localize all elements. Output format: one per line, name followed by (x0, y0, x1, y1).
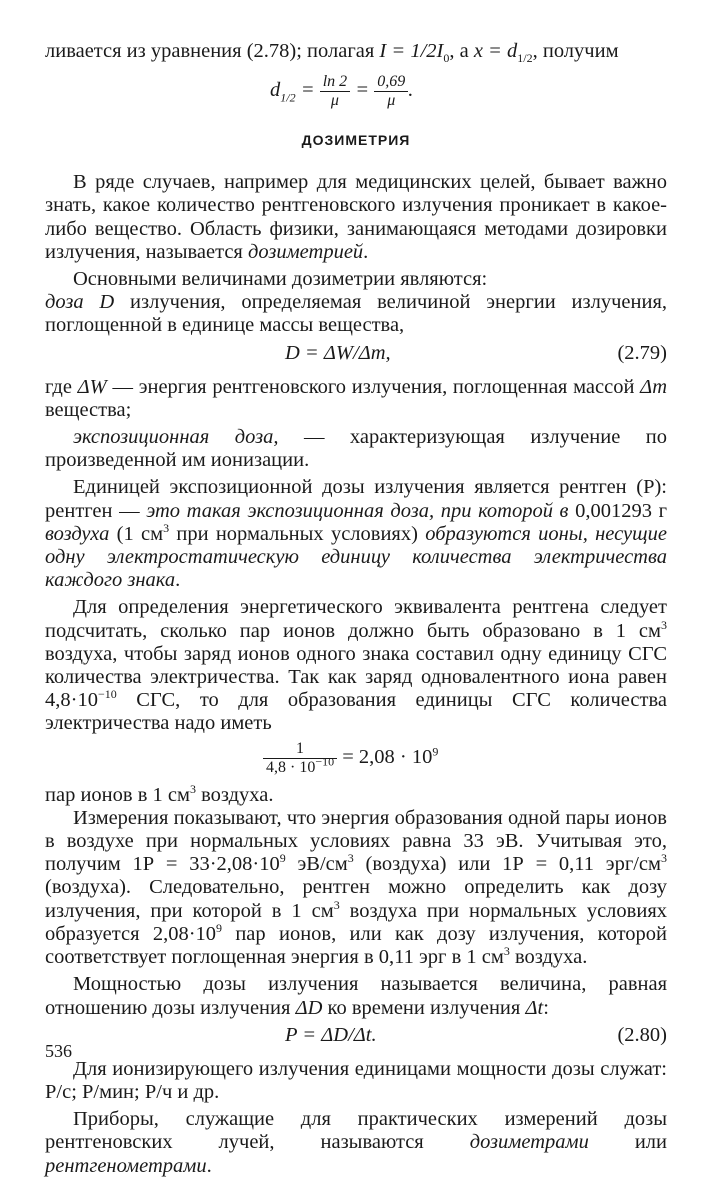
italic-term: доза D (45, 291, 115, 314)
text-run: — характеризующая излучение по произведенной им ионизации. (45, 426, 667, 472)
equation-ion-pairs (45, 740, 667, 780)
equation-2-79 (45, 342, 667, 372)
equation-2-80 (45, 1024, 667, 1054)
equation-lhs: d (270, 79, 281, 102)
text-run: , а (449, 40, 474, 62)
text-run: при нормальных условиях) (169, 522, 426, 545)
fraction-numerator: ln 2 (320, 73, 350, 92)
text-run: воздуха при нормальных условиях образуется 2,08·10 (45, 899, 667, 945)
text-run: (воздуха) или 1Р = 0,11 эрг/см (353, 853, 661, 876)
period: . (408, 79, 414, 102)
superscript: 3 (333, 897, 340, 912)
superscript: −10 (315, 754, 335, 769)
text-run: (1 см (109, 522, 164, 545)
text-run: — энергия рентгеновского излучения, поглощенная массой (106, 375, 641, 398)
superscript: 3 (189, 781, 196, 796)
italic-definition: образуются ионы, несущие одну электростатическую единицу количества электричества каждого знака (45, 522, 667, 592)
formula-inline: ΔW (77, 375, 107, 398)
fraction-denominator: μ (330, 92, 339, 110)
equation-body (263, 740, 438, 777)
text-run: воздуха. (509, 946, 588, 969)
italic-term: дозиметрами (469, 1131, 589, 1154)
fraction-denominator: μ (387, 92, 396, 110)
paragraph (45, 1108, 667, 1178)
text-run: ко времени излучения (322, 996, 526, 1019)
superscript: 9 (432, 744, 439, 759)
superscript: 3 (163, 521, 170, 536)
text-run: (воздуха). Следовательно, рентген можно определить как дозу излучения, при которой в 1 см (45, 876, 667, 922)
paragraph (45, 376, 667, 422)
fraction (320, 73, 350, 110)
paragraph (45, 807, 667, 969)
text-run: . (206, 1154, 212, 1177)
formula-inline: I = 1/2I (379, 40, 444, 62)
equals-sign: = (295, 79, 320, 102)
paragraph (45, 973, 667, 1019)
formula-inline: x = d (473, 40, 518, 62)
page-number: 536 (45, 1041, 72, 1061)
equals-sign: = (350, 79, 375, 102)
equation-body: D = ΔW/Δm, (285, 341, 391, 364)
text-run: , получим (532, 40, 619, 62)
text-run: . (175, 569, 181, 592)
superscript: 9 (216, 921, 223, 936)
text-run: где (45, 375, 78, 398)
subscript: 1/2 (280, 90, 296, 105)
text-run: : (543, 996, 549, 1019)
text-run: излучения, определяемая величиной энергии излучения, поглощенной в единице массы вещества, (45, 291, 668, 337)
equation-number: (2.79) (617, 341, 667, 364)
superscript: 3 (503, 944, 510, 959)
paragraph: Основными величинами дозиметрии являются: (73, 268, 488, 291)
formula-inline: ΔD (295, 996, 323, 1019)
formula-inline: Δm (640, 375, 667, 398)
text-run: 0,001293 г (568, 499, 667, 522)
text-run: Для определения энергетического эквивалента рентгена следует подсчитать, сколько пар ионов должно быть образовано в 1 см (45, 596, 667, 642)
equation-number: (2.80) (617, 1023, 667, 1046)
paragraph (45, 476, 667, 592)
equation-body: P = ΔD/Δt. (285, 1023, 377, 1046)
paragraph (45, 171, 667, 264)
italic-term: экспозиционная доза, (73, 426, 279, 449)
text-run: Измерения показывают, что энергия образования одной пары ионов в воздухе при нормальных условиях равна 33 эВ. Учитывая это, получим 1Р = 33·2,08·10 (45, 806, 667, 876)
paragraph: Для ионизирующего излучения единицами мощности дозы служат: Р/с; Р/мин; Р/ч и др. (45, 1057, 667, 1103)
superscript: −10 (97, 687, 117, 702)
text-run: Единицей экспозиционной дозы излучения является рентген (Р): рентген — (45, 476, 667, 522)
text-run: СГС, то для образования единицы СГС количества электричества надо иметь (45, 689, 667, 735)
text-run: пар ионов, или как дозу излучения, которой соответствует поглощенная энергия в 0,11 эрг в 1 см (45, 922, 667, 969)
text-run: . (363, 240, 369, 263)
italic-definition: воздуха (45, 522, 110, 545)
text-run: Приборы, служащие для практических измерений дозы рентгеновских лучей, называются (45, 1108, 667, 1154)
page-body (45, 40, 667, 1178)
fraction-denominator (263, 754, 337, 777)
text-run: или (588, 1131, 667, 1154)
text-run: вещества; (45, 398, 132, 421)
paragraph (45, 781, 667, 807)
fraction (374, 73, 408, 110)
text-run: воздуха. (195, 783, 274, 806)
italic-term: дозиметрией (248, 240, 364, 263)
superscript: 3 (661, 617, 667, 632)
text-run: ливается из уравнения (2.78); полагая (45, 40, 380, 62)
section-heading: ДОЗИМЕТРИЯ (301, 132, 411, 149)
fraction (263, 740, 337, 777)
superscript: 9 (279, 851, 286, 866)
formula-inline: Δt (525, 996, 544, 1019)
text-run: эВ/см (285, 853, 348, 876)
paragraph (45, 291, 667, 337)
continuation-line (45, 40, 667, 66)
paragraph (45, 426, 667, 472)
superscript: 3 (347, 851, 354, 866)
paragraph (45, 596, 667, 735)
subscript: 0 (443, 51, 450, 66)
text-run: В ряде случаев, например для медицинских целей, бывает важно знать, какое количество рентгеновского излучения проникает в какое-либо вещество. Область физики, занимающаяся методами дозировки излучения, называется (45, 171, 667, 263)
equation-half-thickness (45, 69, 667, 113)
fraction-numerator: 0,69 (374, 73, 408, 92)
superscript: 3 (661, 851, 667, 866)
equation-body (270, 73, 413, 110)
text-run: Мощностью дозы излучения называется величина, равная отношению дозы излучения (45, 973, 667, 1019)
equation-rhs: = 2,08 · 10 (337, 745, 433, 768)
text-run: воздуха, чтобы заряд ионов одного знака составил одну единицу СГС количества электричества. Так как заряд одновалентного иона равен 4,8·10 (45, 642, 667, 712)
text-run: пар ионов в 1 см (45, 783, 190, 806)
subscript: 1/2 (517, 51, 533, 66)
fraction-numerator: 1 (263, 740, 337, 759)
italic-term: рентгенометрами (45, 1154, 207, 1177)
italic-definition: это такая экспозиционная доза, при которой в (146, 499, 569, 522)
denominator-base: 4,8 · 10 (266, 758, 316, 776)
